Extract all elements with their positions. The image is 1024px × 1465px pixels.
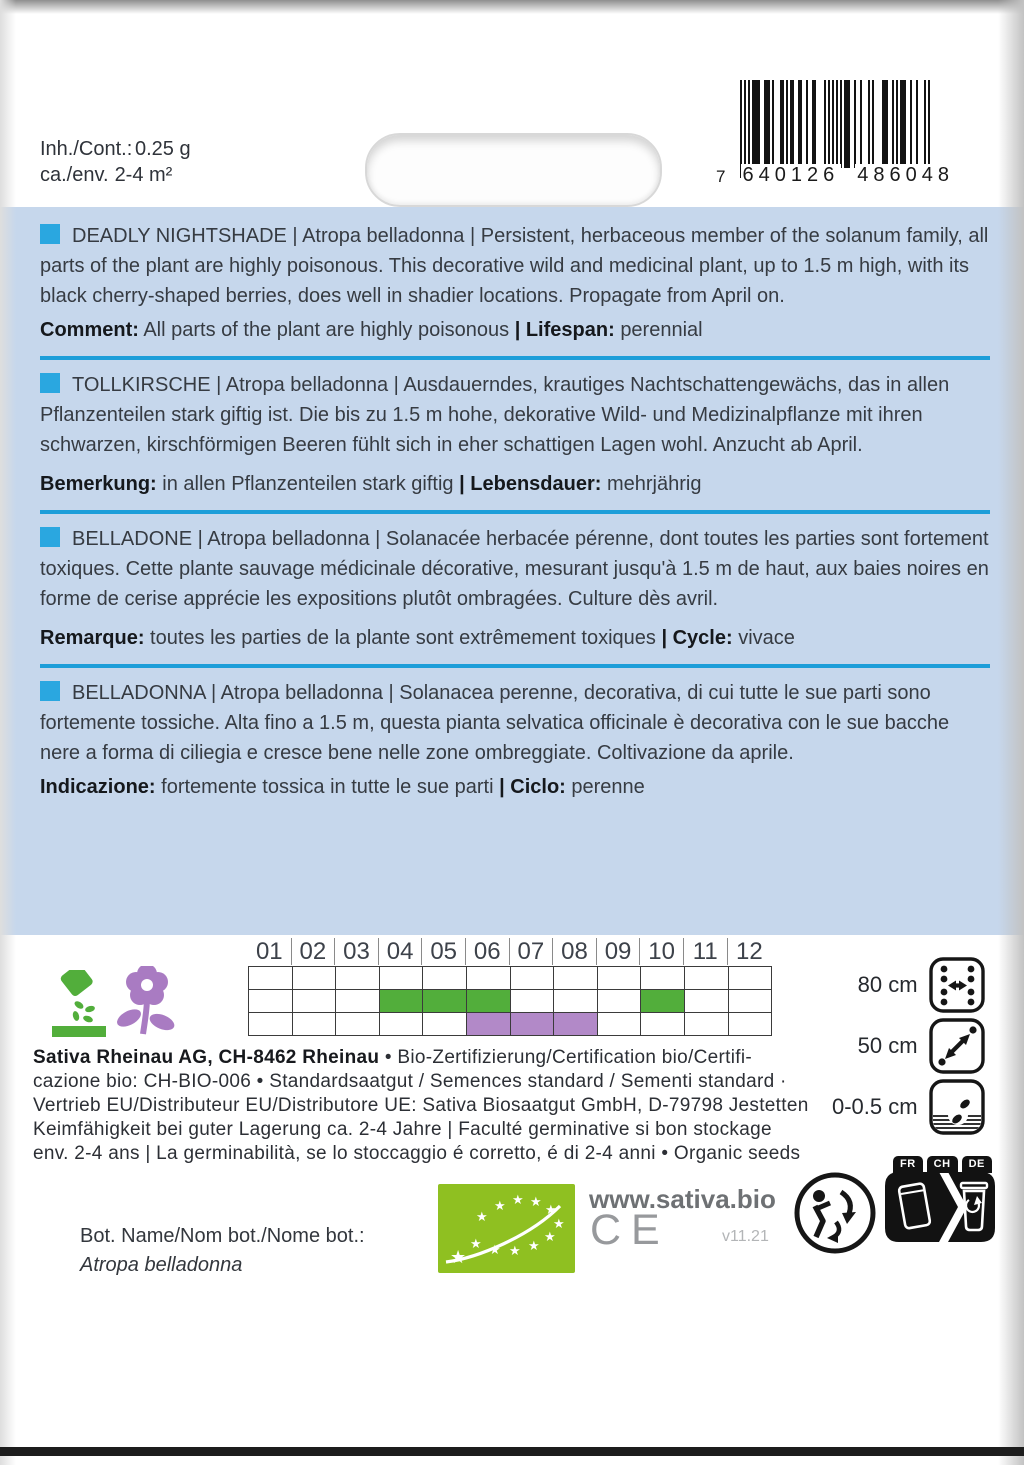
calendar-cell-flowering-05 <box>423 1013 467 1036</box>
barcode-digits <box>716 164 956 187</box>
star-icon: ★ <box>476 1209 488 1224</box>
section-note <box>40 469 990 499</box>
company-line: Vertrieb EU/Distributeur EU/Distributore UE: Sativa Biosaatgut GmbH, D-79798 Jestetten <box>33 1095 809 1116</box>
cycle-text: perenne <box>571 776 645 798</box>
star-icon: ★ <box>553 1216 565 1231</box>
euro-slot-hang-hole <box>365 133 662 207</box>
calendar-month-label: 09 <box>597 938 641 965</box>
section-text <box>40 678 990 768</box>
calendar-cell-empty-05 <box>423 967 467 990</box>
section-divider <box>40 664 990 668</box>
eu-organic-leaf-logo <box>438 1184 575 1273</box>
calendar-cell-sowing-03 <box>336 990 380 1013</box>
tab-de: DE <box>962 1156 992 1173</box>
sowing-depth-spec <box>832 1078 986 1136</box>
company-line: env. 2-4 ans | La germinabilità, se lo stoccaggio é corretto, é di 2-4 anni • Organic seeds <box>33 1143 801 1164</box>
language-bullet-icon <box>40 224 60 244</box>
calendar-cell-flowering-03 <box>336 1013 380 1036</box>
calendar-month-label: 12 <box>735 938 763 965</box>
section-text <box>40 370 990 460</box>
packet-top-edge <box>0 0 1024 14</box>
section-heading: BELLADONNA | Atropa belladonna | Solanacea perenne, decorativa, di cui tutte le sue parti sono fortemente tossiche. Alta fino a 1.5 m, questa pianta selvatica officinale è decorativa con le sue bacche nere a forma di ciliegia e cresce bene nelle zone ombreggiate. Coltivazione da aprile. <box>40 682 950 764</box>
calendar-cell-sowing-07 <box>511 990 555 1013</box>
note-text: toutes les parties de la plante sont extrêmement toxiques <box>150 627 656 649</box>
sowing-depth-label: 0-0.5 cm <box>832 1094 918 1119</box>
ce-mark: CE <box>590 1206 670 1254</box>
star-icon: ★ <box>545 1202 557 1217</box>
sowing-depth-icon <box>928 1078 986 1136</box>
note-label: Remarque: <box>40 627 145 649</box>
calendar-month-label: 03 <box>335 938 379 965</box>
website-url: www.sativa.bio <box>589 1184 776 1214</box>
company-line: cazione bio: CH-BIO-006 • Standardsaatgut / Semences standard / Sementi standard · <box>33 1071 787 1092</box>
language-bullet-icon <box>40 527 60 547</box>
cycle-label: | Ciclo: <box>499 776 566 798</box>
calendar-month-label: 08 <box>553 938 597 965</box>
section-italian <box>40 670 990 811</box>
calendar-month-label: 11 <box>684 938 728 965</box>
section-text <box>40 221 990 311</box>
calendar-cell-sowing-11 <box>685 990 729 1013</box>
note-text: fortemente tossica in tutte le sue parti <box>161 776 494 798</box>
row-distance-spec <box>832 956 986 1014</box>
star-icon: ★ <box>544 1229 556 1244</box>
barcode-prefix: 7 <box>716 167 726 186</box>
area-value: 2-4 m² <box>114 164 173 186</box>
plant-distance-label: 50 cm <box>857 1033 918 1058</box>
plant-distance-spec <box>832 1017 986 1075</box>
calendar-header <box>248 938 772 965</box>
disposal-badge <box>884 1156 996 1242</box>
section-note <box>40 315 990 345</box>
calendar-month-label: 10 <box>640 938 684 965</box>
calendar-cell-empty-02 <box>293 967 337 990</box>
organic-logo-stars <box>438 1184 575 1273</box>
section-heading: DEADLY NIGHTSHADE | Atropa belladonna | Persistent, herbaceous member of the solanum family, all parts of the plant are highly poisonous. This decorative wild and medicinal plant, up to 1.5 m high, with its black cherry-shaped berries, does well in shadier locations. Propagate from April on. <box>40 225 989 307</box>
section-french <box>40 516 990 662</box>
star-icon: ★ <box>494 1198 506 1213</box>
cycle-label: | Cycle: <box>661 627 733 649</box>
calendar-month-label: 02 <box>292 938 336 965</box>
cycle-text: perennial <box>620 319 703 341</box>
sowing-calendar <box>248 938 772 1036</box>
language-bullet-icon <box>40 681 60 701</box>
calendar-cell-empty-12 <box>729 967 773 990</box>
section-english <box>40 213 990 354</box>
calendar-cell-sowing-06 <box>467 990 511 1013</box>
calendar-cell-sowing-12 <box>729 990 773 1013</box>
calendar-cell-flowering-10 <box>641 1013 685 1036</box>
calendar-cell-empty-03 <box>336 967 380 990</box>
star-icon: ★ <box>509 1243 521 1258</box>
botanical-name: Atropa belladonna <box>80 1254 243 1276</box>
cycle-text: vivace <box>738 627 795 649</box>
language-tabs <box>893 1156 996 1173</box>
calendar-month-label: 01 <box>248 938 292 965</box>
section-divider <box>40 356 990 360</box>
section-divider <box>40 510 990 514</box>
calendar-cell-flowering-07 <box>511 1013 555 1036</box>
star-icon: ★ <box>528 1238 540 1253</box>
calendar-cell-empty-08 <box>554 967 598 990</box>
calendar-cell-empty-06 <box>467 967 511 990</box>
calendar-cell-sowing-08 <box>554 990 598 1013</box>
section-text <box>40 524 990 614</box>
calendar-cell-flowering-12 <box>729 1013 773 1036</box>
company-info <box>33 1046 809 1166</box>
botanical-name-block <box>80 1222 365 1280</box>
botanical-name-label: Bot. Name/Nom bot./Nome bot.: <box>80 1225 365 1247</box>
star-icon: ★ <box>450 1247 467 1267</box>
description-panel <box>0 207 1024 935</box>
calendar-month-label: 04 <box>379 938 423 965</box>
calendar-grid <box>248 966 772 1036</box>
spacing-specs <box>832 956 986 1136</box>
calendar-cell-empty-10 <box>641 967 685 990</box>
calendar-cell-empty-01 <box>249 967 293 990</box>
calendar-cell-flowering-02 <box>293 1013 337 1036</box>
calendar-cell-empty-07 <box>511 967 555 990</box>
calendar-cell-sowing-01 <box>249 990 293 1013</box>
content-info <box>40 136 191 188</box>
cycle-label: | Lebensdauer: <box>459 473 602 495</box>
calendar-cell-flowering-04 <box>380 1013 424 1036</box>
company-line: Keimfähigkeit bei guter Lagerung ca. 2-4 Jahre | Faculté germinative si bon stockage <box>33 1119 772 1140</box>
language-bullet-icon <box>40 373 60 393</box>
packet-left-edge <box>0 0 16 1465</box>
calendar-month-label: 07 <box>510 938 554 965</box>
note-text: in allen Pflanzenteilen stark giftig <box>162 473 454 495</box>
triman-recycling-icon <box>792 1170 878 1261</box>
calendar-cell-sowing-10 <box>641 990 685 1013</box>
calendar-cell-flowering-11 <box>685 1013 729 1036</box>
star-icon: ★ <box>470 1236 482 1251</box>
star-icon: ★ <box>489 1242 501 1257</box>
calendar-cell-sowing-02 <box>293 990 337 1013</box>
company-name: Sativa Rheinau AG, CH-8462 Rheinau <box>33 1047 380 1068</box>
star-icon: ★ <box>530 1194 542 1209</box>
calendar-month-label: 06 <box>466 938 510 965</box>
barcode-group2: 486048 <box>857 164 954 186</box>
packet-bottom-edge <box>0 1447 1024 1456</box>
section-german <box>40 362 990 508</box>
cycle-text: mehrjährig <box>606 473 702 495</box>
calendar-legend <box>52 966 178 1038</box>
calendar-cell-sowing-09 <box>598 990 642 1013</box>
tab-fr: FR <box>893 1156 923 1173</box>
note-label: Comment: <box>40 319 139 341</box>
calendar-cell-flowering-08 <box>554 1013 598 1036</box>
section-note <box>40 623 990 653</box>
company-line: Sativa Rheinau AG, CH-8462 Rheinau • Bio-Zertifizierung/Certification bio/Certifi- <box>33 1047 752 1068</box>
calendar-cell-empty-09 <box>598 967 642 990</box>
calendar-cell-empty-04 <box>380 967 424 990</box>
row-spacing-icon <box>928 956 986 1014</box>
content-value: 0.25 g <box>135 138 191 160</box>
star-icon: ★ <box>512 1192 524 1207</box>
area-label: ca./env. <box>40 164 109 186</box>
cycle-label: | Lifespan: <box>514 319 615 341</box>
calendar-month-label: 05 <box>422 938 466 965</box>
note-text: All parts of the plant are highly poisonous <box>143 319 510 341</box>
section-note <box>40 772 990 802</box>
version-label: v11.21 <box>722 1228 769 1245</box>
packet-right-edge <box>998 0 1024 1465</box>
calendar-cell-flowering-01 <box>249 1013 293 1036</box>
calendar-cell-sowing-04 <box>380 990 424 1013</box>
note-label: Bemerkung: <box>40 473 157 495</box>
calendar-cell-flowering-09 <box>598 1013 642 1036</box>
seed-sowing-icon <box>52 970 108 1038</box>
calendar-cell-empty-11 <box>685 967 729 990</box>
note-label: Indicazione: <box>40 776 156 798</box>
calendar-cell-flowering-06 <box>467 1013 511 1036</box>
section-heading: TOLLKIRSCHE | Atropa belladonna | Ausdauerndes, krautiges Nachtschattengewächs, das in allen Pflanzenteilen stark giftig ist. Die bis zu 1.5 m hohe, dekorative Wild- und Medizinalpflanze mit ihren schwarzen, kirschförmigen Beeren fühlt sich in eher schattigen Lagen wohl. Anzucht ab April. <box>40 374 950 456</box>
section-heading: BELLADONE | Atropa belladonna | Solanacée herbacée pérenne, dont toutes les parties sont fortement toxiques. Cette plante sauvage médicinale décorative, mesurant jusqu'à 1.5 m de haut, aux baies noires en forme de cerise apprécie les expositions plutôt ombragées. Culture dès avril. <box>40 528 989 610</box>
plant-spacing-icon <box>928 1017 986 1075</box>
calendar-cell-sowing-05 <box>423 990 467 1013</box>
content-label: Inh./Cont.: <box>40 138 133 160</box>
flower-icon <box>116 966 178 1038</box>
row-distance-label: 80 cm <box>857 972 918 997</box>
barcode <box>716 80 956 187</box>
tab-ch: CH <box>927 1156 958 1173</box>
barcode-group1: 640126 <box>742 164 840 186</box>
